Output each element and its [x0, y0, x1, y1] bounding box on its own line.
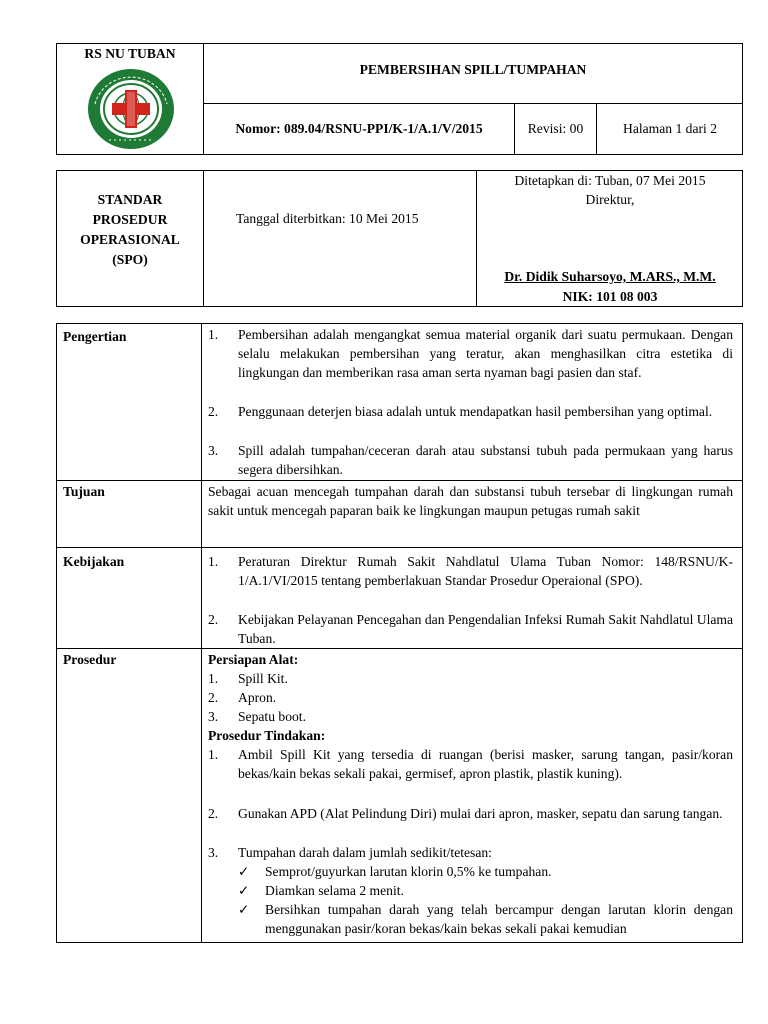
list-item: 1. Spill Kit. — [208, 671, 288, 686]
document-number: Nomor: 089.04/RSNU-PPI/K-1/A.1/V/2015 — [235, 121, 483, 136]
actions-heading: Prosedur Tindakan: — [208, 728, 326, 743]
section-label-prosedur: Prosedur — [63, 652, 117, 667]
checkmark-icon: ✓ — [238, 864, 250, 879]
spo-label: STANDAR PROSEDUR OPERASIONAL (SPO) — [80, 192, 180, 267]
issued-date: Tanggal diterbitkan: 10 Mei 2015 — [236, 211, 419, 226]
checkmark-icon: ✓ — [238, 902, 250, 917]
established-place-date: Ditetapkan di: Tuban, 07 Mei 2015 — [514, 173, 706, 188]
list-item: 3. Sepatu boot. — [208, 709, 306, 724]
header-divider — [203, 103, 743, 104]
list-item: 3. Spill adalah tumpahan/ceceran darah atau substansi tubuh pada permukaan yang harus segera dibersihkan. — [208, 443, 733, 478]
logo-seal-icon — [87, 68, 175, 150]
revision-number: Revisi: 00 — [527, 121, 584, 136]
document-title: PEMBERSIHAN SPILL/TUMPAHAN — [359, 62, 587, 77]
content-divider — [201, 323, 202, 943]
check-item: ✓ Diamkan selama 2 menit. — [238, 881, 733, 900]
check-item: ✓ Bersihkan tumpahan darah yang telah bercampur dengan larutan klorin dengan menggunakan pasir/koran bekas/kain bekas sekali pakai kemudian — [238, 902, 733, 937]
list-item: 1. Peraturan Direktur Rumah Sakit Nahdlatul Ulama Tuban Nomor: 148/RSNU/K-1/A.1/VI/2015 tentang pemberlakuan Standar Prosedur Operaional (SPO). — [208, 554, 733, 589]
tujuan-text: Sebagai acuan mencegah tumpahan darah dan substansi tubuh tersebar di lingkungan rumah sakit untuk mencegah paparan baik ke lingkungan maupun petugas rumah sakit — [208, 484, 733, 519]
row-divider — [56, 480, 743, 481]
tools-heading: Persiapan Alat: — [208, 652, 299, 667]
spo-divider — [203, 170, 204, 307]
row-divider — [56, 547, 743, 548]
director-position: Direktur, — [585, 192, 635, 207]
director-name: Dr. Didik Suharsoyo, M.ARS., M.M. — [504, 269, 716, 284]
checkmark-icon: ✓ — [238, 883, 250, 898]
section-label-pengertian: Pengertian — [63, 329, 127, 344]
section-label-kebijakan: Kebijakan — [63, 554, 125, 569]
list-item: 3. Tumpahan darah dalam jumlah sedikit/tetesan: — [208, 845, 492, 860]
list-item: 1. Pembersihan adalah mengangkat semua material organik dari suatu permukaan. Dengan selalu melakukan pembersihan yang teratur, akan menghasilkan citra estetika di lingkungan dan memberikan rasa aman serta nyaman bagi pasien dan staf. — [208, 327, 733, 381]
list-item: 2. Penggunaan deterjen biasa adalah untuk mendapatkan hasil pembersihan yang optimal. — [208, 404, 713, 419]
hospital-logo — [87, 68, 175, 150]
hospital-name: RS NU TUBAN — [84, 46, 176, 61]
list-item: 2. Apron. — [208, 690, 277, 705]
check-item: ✓ Semprot/guyurkan larutan klorin 0,5% ke tumpahan. — [238, 862, 733, 881]
page-number: Halaman 1 dari 2 — [623, 121, 717, 136]
list-item: 2. Kebijakan Pelayanan Pencegahan dan Pengendalian Infeksi Rumah Sakit Nahdlatul Ulama Tuban. — [208, 612, 733, 647]
director-nik: NIK: 101 08 003 — [562, 289, 658, 304]
section-label-tujuan: Tujuan — [63, 484, 105, 499]
list-item: 1. Ambil Spill Kit yang tersedia di ruangan (berisi masker, sarung tangan, pasir/koran bekas/kain bekas sekali pakai, germisef, apron plastik, plastik kuning). — [208, 747, 733, 782]
list-item: 2. Gunakan APD (Alat Pelindung Diri) mulai dari apron, masker, sepatu dan sarung tangan. — [208, 806, 723, 821]
